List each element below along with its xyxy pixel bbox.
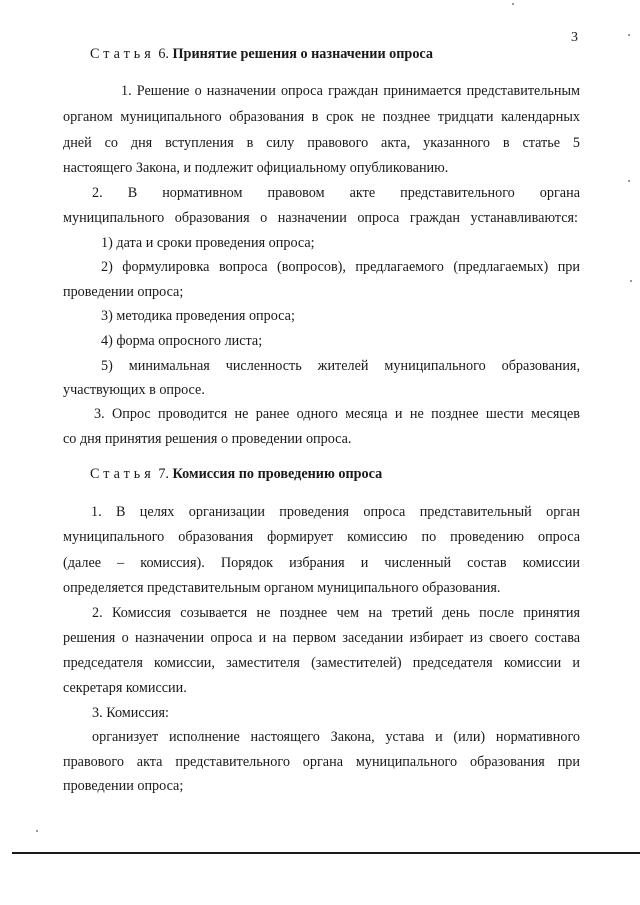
body-line: 2) формулировка вопроса (вопросов), предлагаемого (предлагаемых) при [101, 259, 580, 275]
article-label: Статья [90, 46, 155, 62]
scan-speck [628, 180, 630, 182]
body-line: 1. Решение о назначении опроса граждан принимается представительным [121, 83, 580, 99]
body-line: секретаря комиссии. [63, 680, 187, 696]
scan-speck [628, 34, 630, 36]
body-line: проведении опроса; [63, 284, 184, 300]
body-line: председателя комиссии, заместителя (заместителей) председателя комиссии и [63, 655, 580, 671]
body-line: определяется представительным органом муниципального образования. [63, 580, 501, 596]
article-label: Статья [90, 466, 155, 482]
body-line: настоящего Закона, и подлежит официальному опубликованию. [63, 160, 449, 176]
article-title: Принятие решения о назначении опроса [172, 46, 433, 62]
article-title: Комиссия по проведению опроса [172, 466, 383, 482]
article-number: 7. [158, 466, 169, 482]
page-number: 3 [571, 30, 578, 45]
body-line: (далее – комиссия). Порядок избрания и численный состав комиссии [63, 555, 580, 571]
scan-speck [630, 280, 632, 282]
body-line: организует исполнение настоящего Закона, устава и (или) нормативного [92, 729, 580, 745]
body-line: проведении опроса; [63, 778, 184, 794]
scan-speck [36, 830, 38, 832]
body-line: 5) минимальная численность жителей муниципального образования, [101, 358, 580, 374]
body-line: 3. Комиссия: [92, 705, 169, 721]
body-line: 4) форма опросного листа; [101, 333, 263, 349]
scan-speck [512, 3, 514, 5]
body-line: 1) дата и сроки проведения опроса; [101, 235, 315, 251]
body-line: 1. В целях организации проведения опроса представительный орган [91, 504, 580, 520]
body-line: 2. Комиссия созывается не позднее чем на третий день после принятия [92, 605, 580, 621]
article-6-heading [90, 46, 433, 63]
body-line: органом муниципального образования в срок не позднее тридцати календарных [63, 109, 580, 125]
body-line: дней со дня вступления в силу правового акта, указанного в статье 5 [63, 135, 580, 151]
body-line: муниципального образования формирует комиссию по проведению опроса [63, 529, 580, 545]
body-line: муниципального образования о назначении опроса граждан устанавливаются: [63, 210, 578, 226]
body-line: 2. В нормативном правовом акте представительного органа [92, 185, 580, 201]
article-number: 6. [158, 46, 169, 62]
bottom-edge-line [12, 852, 640, 854]
body-line: 3. Опрос проводится не ранее одного месяца и не позднее шести месяцев [94, 406, 580, 422]
body-line: правового акта представительного органа муниципального образования при [63, 754, 580, 770]
body-line: решения о назначении опроса и на первом заседании избирает из своего состава [63, 630, 580, 646]
article-7-heading [90, 466, 382, 483]
body-line: со дня принятия решения о проведении опроса. [63, 431, 352, 447]
body-line: 3) методика проведения опроса; [101, 308, 295, 324]
body-line: участвующих в опросе. [63, 382, 205, 398]
